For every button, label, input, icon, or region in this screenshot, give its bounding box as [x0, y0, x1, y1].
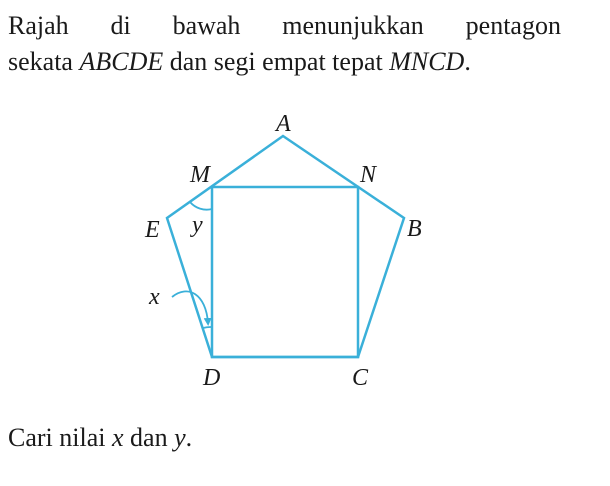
vertex-label-c: C: [352, 365, 369, 391]
rectangle-name: MNCD: [389, 47, 465, 76]
question-var-x: x: [111, 423, 124, 452]
vertex-label-a: A: [276, 111, 291, 137]
word-pentagon: pentagon: [465, 11, 561, 40]
line2-pre: sekata: [8, 47, 80, 76]
question-mid: dan: [123, 423, 175, 452]
question-text: [8, 420, 192, 456]
question-var-y: y: [174, 423, 186, 452]
question-pre: Cari nilai: [8, 423, 112, 452]
vertex-label-d: D: [203, 365, 221, 391]
word-di: di: [110, 11, 131, 40]
angle-label-y: y: [192, 212, 203, 238]
line2-mid: dan segi empat tepat: [163, 47, 390, 76]
angle-x-arc: [203, 327, 212, 328]
vertex-label-b: B: [407, 216, 422, 242]
line2-post: .: [464, 47, 471, 76]
vertex-label-e: E: [145, 217, 160, 243]
word-bawah: bawah: [172, 11, 241, 40]
question-post: .: [185, 423, 193, 452]
angle-label-x: x: [149, 284, 160, 310]
word-rajah: Rajah: [8, 11, 69, 40]
vertex-label-n: N: [360, 162, 377, 188]
rectangle-mncd: [212, 187, 358, 357]
pentagon-name: ABCDE: [79, 47, 164, 76]
angle-y-arc: [190, 202, 212, 210]
vertex-label-m: M: [190, 162, 210, 188]
word-menunjukkan: menunjukkan: [282, 11, 424, 40]
angle-x-pointer-arrow: [172, 291, 208, 323]
